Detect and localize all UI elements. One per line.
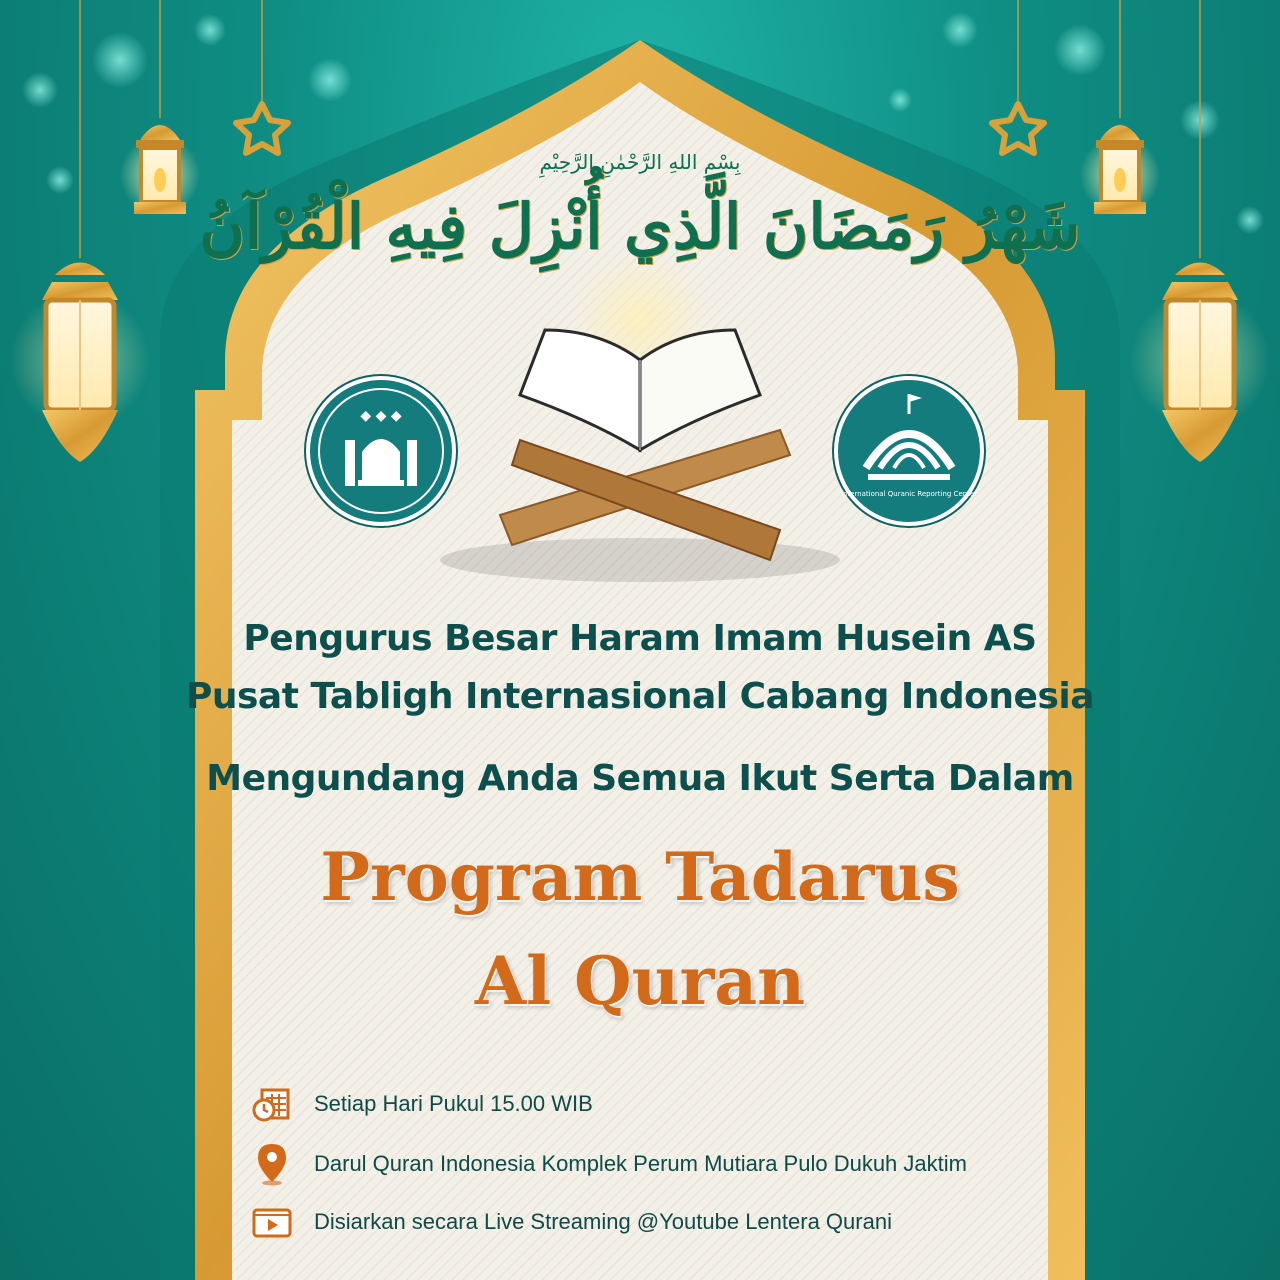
right-logo xyxy=(834,376,984,526)
arch-emblem-icon xyxy=(838,380,980,522)
star-right-icon xyxy=(992,104,1044,153)
lantern-large-left-icon xyxy=(10,263,150,463)
organizer-line-1: Pengurus Besar Haram Imam Husein AS xyxy=(243,618,1037,659)
right-logo-caption: International Quranic Reporting Center xyxy=(840,490,978,498)
left-logo xyxy=(306,376,456,526)
invitation-line: Mengundang Anda Semua Ikut Serta Dalam xyxy=(206,758,1074,799)
star-left-icon xyxy=(236,104,288,153)
program-title-line-1: Program Tadarus xyxy=(320,838,960,916)
streaming-text: Disiarkan secara Live Streaming @Youtube Lentera Qurani xyxy=(314,1209,892,1234)
calendar-clock-icon xyxy=(250,1082,294,1126)
organizer-line-2: Pusat Tabligh Internasional Cabang Indonesia xyxy=(185,676,1095,717)
location-row xyxy=(250,1142,967,1186)
shrine-emblem-icon xyxy=(310,380,452,522)
streaming-row xyxy=(250,1200,892,1244)
location-pin-icon xyxy=(250,1142,294,1186)
basmala-text: بِسْمِ اللهِ الرَّحْمٰنِ الرَّحِيْمِ xyxy=(539,150,741,174)
video-play-icon xyxy=(250,1200,294,1244)
ramadan-calligraphy: شَهْرُ رَمَضَانَ الَّذِي أُنْزِلَ فِيهِ الْقُرْآنُ xyxy=(199,190,1081,263)
program-title-line-2: Al Quran xyxy=(474,942,806,1020)
location-text: Darul Quran Indonesia Komplek Perum Mutiara Pulo Dukuh Jaktim xyxy=(314,1151,967,1176)
svg-text:◆ ◆ ◆: ◆ ◆ ◆ xyxy=(360,408,402,424)
schedule-text: Setiap Hari Pukul 15.00 WIB xyxy=(314,1091,593,1116)
lantern-large-right-icon xyxy=(1130,263,1270,463)
schedule-row xyxy=(250,1082,593,1126)
